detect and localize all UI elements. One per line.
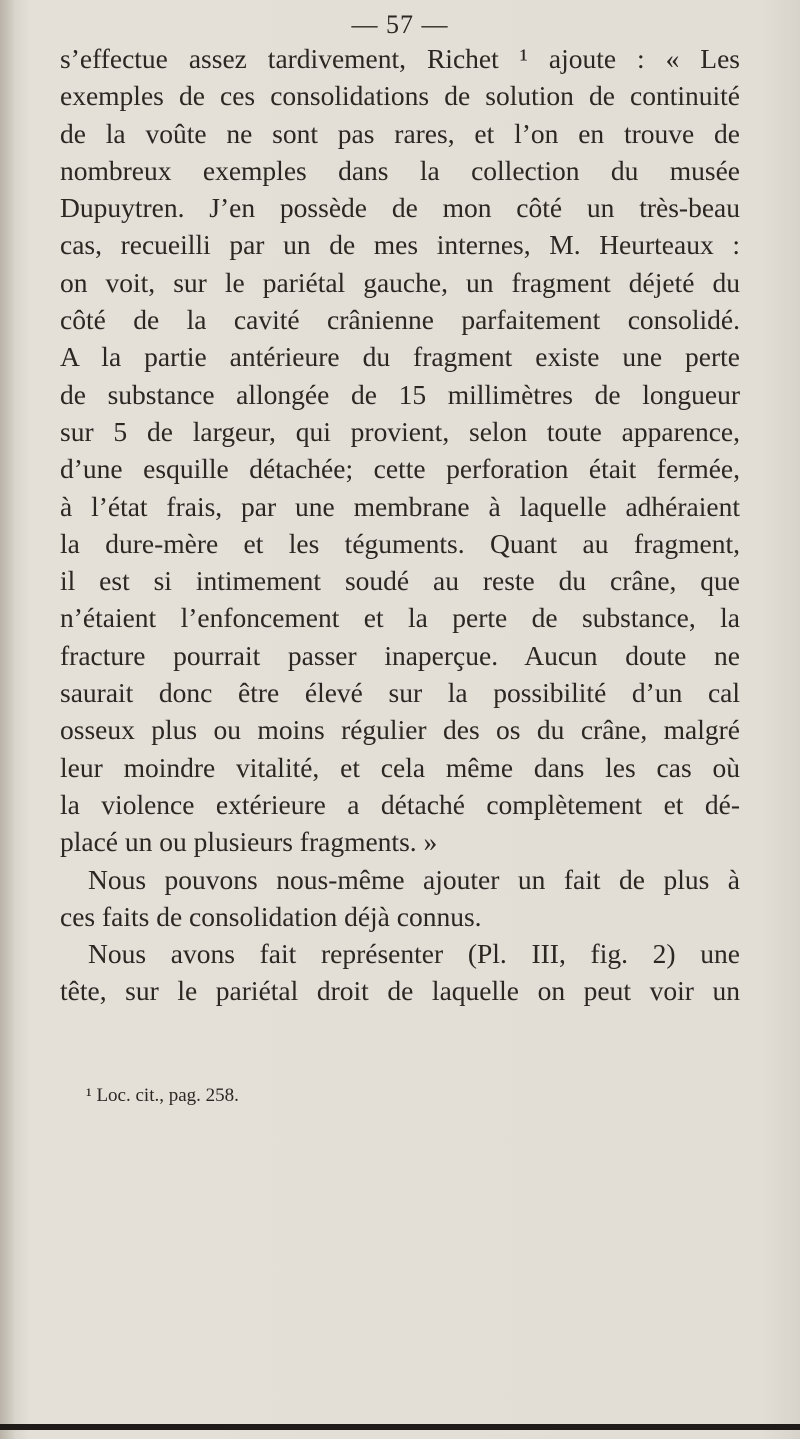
text-line: fracture pourrait passer inaperçue. Aucun doute ne: [60, 639, 740, 671]
text-line: ces faits de consolidation déjà connus.: [60, 900, 482, 932]
page-number: — 57 —: [351, 10, 449, 39]
text-line: saurait donc être élevé sur la possibilité d’un cal: [60, 677, 740, 709]
text-line: de substance allongée de 15 millimètres de longueur: [60, 378, 740, 410]
text-line: tête, sur le pariétal droit de laquelle on peut voir un: [60, 975, 740, 1007]
text-line: placé un ou plusieurs fragments. »: [60, 826, 438, 858]
text-line: la violence extérieure a détaché complètement et dé-: [60, 788, 740, 820]
bottom-rule: [0, 1424, 800, 1430]
text-line: osseux plus ou moins régulier des os du crâne, malgré: [60, 714, 740, 746]
text-line: Nous avons fait représenter (Pl. III, fig. 2) une: [88, 938, 740, 970]
text-line: la dure-mère et les téguments. Quant au fragment,: [60, 527, 740, 559]
body-text: [60, 40, 740, 1010]
text-line: s’effectue assez tardivement, Richet ¹ ajoute : « Les: [60, 43, 740, 74]
page-binding-shadow: [0, 0, 14, 1439]
text-line: A la partie antérieure du fragment existe une perte: [60, 341, 740, 373]
text-line: leur moindre vitalité, et cela même dans les cas où: [60, 751, 740, 783]
text-line: Dupuytren. J’en possède de mon côté un très-beau: [60, 192, 740, 224]
text-line: n’étaient l’enfoncement et la perte de substance, la: [60, 602, 740, 634]
text-line: de la voûte ne sont pas rares, et l’on en trouve de: [60, 117, 740, 149]
text-line: sur 5 de largeur, qui provient, selon toute apparence,: [60, 415, 740, 447]
text-line: il est si intimement soudé au reste du crâne, que: [60, 565, 740, 597]
text-line: d’une esquille détachée; cette perforation était fermée,: [60, 453, 740, 485]
text-line: à l’état frais, par une membrane à laquelle adhéraient: [60, 490, 740, 522]
text-line: Nous pouvons nous-même ajouter un fait de plus à: [88, 863, 740, 895]
text-line: on voit, sur le pariétal gauche, un fragment déjeté du: [60, 266, 740, 298]
text-line: nombreux exemples dans la collection du musée: [60, 154, 740, 186]
text-line: exemples de ces consolidations de solution de continuité: [60, 80, 740, 112]
footnote: ¹ Loc. cit., pag. 258.: [86, 1085, 239, 1106]
text-line: cas, recueilli par un de mes internes, M. Heurteaux :: [60, 229, 740, 261]
text-line: côté de la cavité crânienne parfaitement consolidé.: [60, 304, 740, 336]
